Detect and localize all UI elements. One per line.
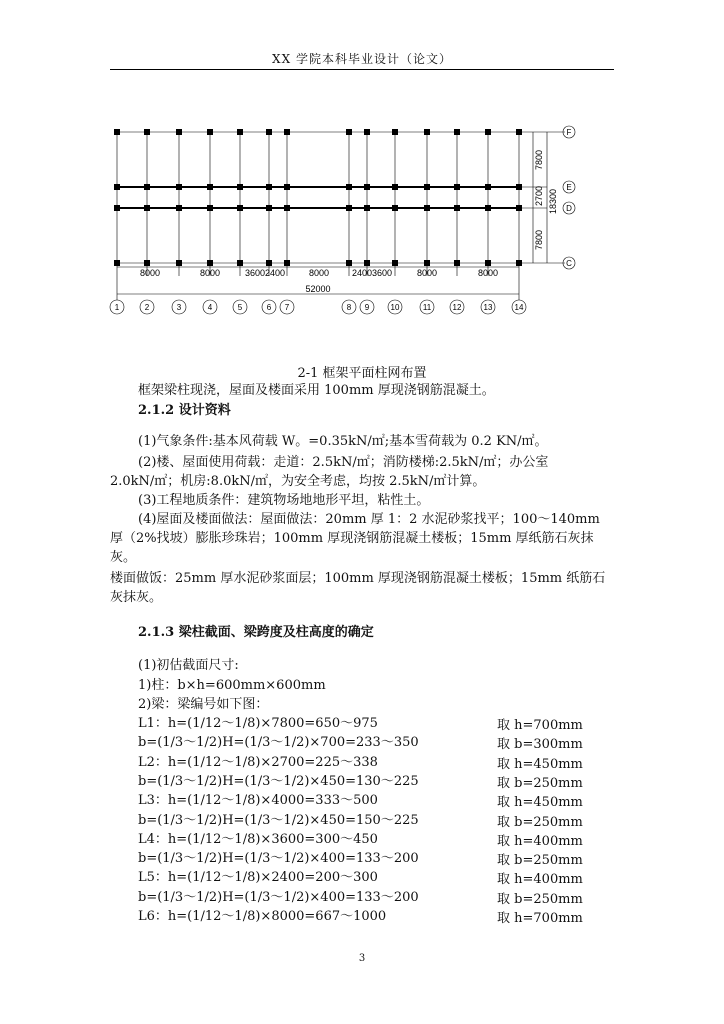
axis-number-6: 6: [266, 303, 272, 312]
axis-number-12: 12: [452, 303, 462, 312]
column-11-4: [424, 260, 430, 266]
column-3-4: [176, 260, 182, 266]
column-grid-plan: [95, 118, 585, 328]
column-1-1: [114, 129, 120, 135]
column-2-3: [144, 205, 150, 211]
column-1-4: [114, 260, 120, 266]
para-floor-1: 楼面做饭：25mm 厚水泥砂浆面层；100mm 厚现浇钢筋混凝土楼板；15mm 纸筋石: [110, 571, 606, 586]
para-geology: (3)工程地质条件：建筑物场地地形平坦，粘性土。: [138, 493, 430, 508]
calc-result: 取 h=450mm: [497, 795, 583, 811]
calc-result: 取 h=700mm: [497, 718, 583, 733]
para-column-size: 1)柱：b×h=600mm×600mm: [138, 678, 326, 693]
horizontal-grid-lines: [117, 132, 519, 263]
axis-number-3: 3: [176, 303, 182, 312]
para-floor-2: 灰抹灰。: [110, 590, 163, 605]
column-2-4: [144, 260, 150, 266]
section-2-1-3-heading: 2.1.3 梁柱截面、梁跨度及柱高度的确定: [138, 625, 374, 640]
para-roof-1: (4)屋面及楼面做法：屋面做法：20mm 厚 1：2 水泥砂浆找平；100～140mm: [138, 512, 600, 527]
bay-label-5: 24003600: [351, 268, 393, 278]
column-13-1: [485, 129, 491, 135]
calc-result: 取 b=250mm: [497, 853, 583, 869]
axis-number-14: 14: [514, 303, 524, 312]
column-13-2: [485, 184, 491, 190]
calc-result: 取 h=450mm: [497, 756, 583, 772]
column-8-1: [346, 129, 352, 135]
column-11-1: [424, 129, 430, 135]
row-label-C: C: [566, 259, 572, 268]
column-2-2: [144, 184, 150, 190]
calc-formula: L2：h=(1/12～1/8)×2700=225～338: [138, 754, 378, 770]
para-loads-1: (2)楼、屋面使用荷载：走道：2.5kN/㎡；消防楼梯:2.5kN/㎡；办公室: [138, 455, 549, 470]
column-4-3: [207, 205, 213, 211]
para-initial-size: (1)初估截面尺寸:: [138, 658, 239, 673]
column-6-3: [266, 205, 272, 211]
axis-number-4: 4: [207, 303, 213, 312]
row-axis-bubbles: [563, 126, 575, 269]
calc-result: 取 b=250mm: [497, 891, 583, 907]
column-4-4: [207, 260, 213, 266]
bay-label-4: 8000: [308, 268, 330, 278]
axis-number-13: 13: [483, 303, 493, 312]
column-5-1: [237, 129, 243, 135]
column-12-4: [454, 260, 460, 266]
column-10-4: [392, 260, 398, 266]
column-11-3: [424, 205, 430, 211]
para-loads-2: 2.0kN/㎡；机房:8.0kN/㎡，为安全考虑，均按 2.5kN/㎡计算。: [110, 474, 486, 489]
right-dim-2: 2700: [534, 185, 544, 206]
column-6-4: [266, 260, 272, 266]
para-weather: (1)气象条件:基本风荷载 W。=0.35kN/㎡;基本雪荷载为 0.2 KN/㎡。: [138, 434, 548, 449]
column-13-3: [485, 205, 491, 211]
column-8-3: [346, 205, 352, 211]
bay-label-3: 36002400: [244, 268, 286, 278]
axis-number-2: 2: [144, 303, 150, 312]
calc-result: 取 b=250mm: [497, 775, 583, 791]
column-4-2: [207, 184, 213, 190]
column-9-3: [364, 205, 370, 211]
column-markers: [114, 129, 522, 266]
column-10-3: [392, 205, 398, 211]
calc-formula: L4：h=(1/12～1/8)×3600=300～450: [138, 831, 378, 847]
column-7-1: [284, 129, 290, 135]
bay-label-7: 8000: [477, 268, 499, 278]
row-label-F: F: [566, 128, 572, 137]
column-9-1: [364, 129, 370, 135]
column-9-2: [364, 184, 370, 190]
right-dim-1: 7800: [534, 149, 544, 170]
column-5-2: [237, 184, 243, 190]
para-roof-2: 厚（2%找坡）膨胀珍珠岩；100mm 厚现浇钢筋混凝土楼板；15mm 厚纸筋石灰抹: [110, 531, 594, 546]
column-8-2: [346, 184, 352, 190]
figure-caption: 2-1 框架平面柱网布置: [297, 366, 427, 381]
calc-formula: b=(1/3～1/2)H=(1/3～1/2)×700=233～350: [138, 735, 419, 751]
calc-result: 取 h=400mm: [497, 833, 583, 849]
bay-label-6: 8000: [416, 268, 438, 278]
column-axis-bubbles: [110, 300, 526, 314]
section-2-1-2-heading: 2.1.2 设计资料: [138, 403, 231, 418]
column-12-3: [454, 205, 460, 211]
column-7-4: [284, 260, 290, 266]
column-3-3: [176, 205, 182, 211]
column-1-2: [114, 184, 120, 190]
axis-number-8: 8: [346, 303, 352, 312]
calc-result: 取 h=700mm: [497, 911, 583, 926]
column-5-4: [237, 260, 243, 266]
calc-formula: L6：h=(1/12～1/8)×8000=667～1000: [138, 909, 387, 924]
calc-formula: b=(1/3～1/2)H=(1/3～1/2)×450=150～225: [138, 812, 419, 828]
column-1-3: [114, 205, 120, 211]
right-dim-3: 7800: [534, 229, 544, 250]
calc-formula: L5：h=(1/12～1/8)×2400=200～300: [138, 870, 378, 886]
axis-number-10: 10: [390, 303, 400, 312]
calc-formula: b=(1/3～1/2)H=(1/3～1/2)×400=133～200: [138, 851, 419, 867]
column-6-1: [266, 129, 272, 135]
axis-number-1: 1: [114, 303, 120, 312]
column-4-1: [207, 129, 213, 135]
bay-label-1: 8000: [139, 268, 161, 278]
axis-number-5: 5: [237, 303, 243, 312]
column-11-2: [424, 184, 430, 190]
column-10-2: [392, 184, 398, 190]
calc-formula: b=(1/3～1/2)H=(1/3～1/2)×450=130～225: [138, 773, 419, 789]
column-7-2: [284, 184, 290, 190]
overall-dimension-label: 52000: [305, 284, 331, 294]
calc-formula: b=(1/3～1/2)H=(1/3～1/2)×400=133～200: [138, 889, 419, 905]
column-3-1: [176, 129, 182, 135]
column-9-4: [364, 260, 370, 266]
column-12-2: [454, 184, 460, 190]
column-7-3: [284, 205, 290, 211]
column-8-4: [346, 260, 352, 266]
axis-number-7: 7: [284, 303, 290, 312]
axis-number-11: 11: [422, 303, 432, 312]
right-dim-total: 18300: [548, 188, 558, 214]
column-12-1: [454, 129, 460, 135]
column-5-3: [237, 205, 243, 211]
calc-result: 取 b=250mm: [497, 814, 583, 830]
row-label-E: E: [566, 183, 572, 192]
column-2-1: [144, 129, 150, 135]
axis-number-9: 9: [364, 303, 370, 312]
para-roof-3: 灰。: [110, 550, 137, 565]
column-10-1: [392, 129, 398, 135]
bay-label-2: 8000: [199, 268, 221, 278]
column-6-2: [266, 184, 272, 190]
page-header: XX 学院本科毕业设计（论文）: [272, 52, 452, 66]
row-label-D: D: [566, 204, 572, 213]
body-line-1: 框架梁柱现浇，屋面及楼面采用 100mm 厚现浇钢筋混凝土。: [138, 383, 495, 398]
column-13-4: [485, 260, 491, 266]
calc-result: 取 b=300mm: [497, 737, 583, 753]
column-3-2: [176, 184, 182, 190]
calc-formula: L3：h=(1/12～1/8)×4000=333～500: [138, 793, 378, 809]
header-rule: [110, 69, 614, 70]
calc-formula: L1：h=(1/12～1/8)×7800=650～975: [138, 716, 378, 731]
bay-labels: [140, 268, 498, 278]
calc-result: 取 h=400mm: [497, 872, 583, 888]
page-number: 3: [358, 953, 366, 964]
para-beam-intro: 2)梁：梁编号如下图：: [138, 697, 269, 712]
